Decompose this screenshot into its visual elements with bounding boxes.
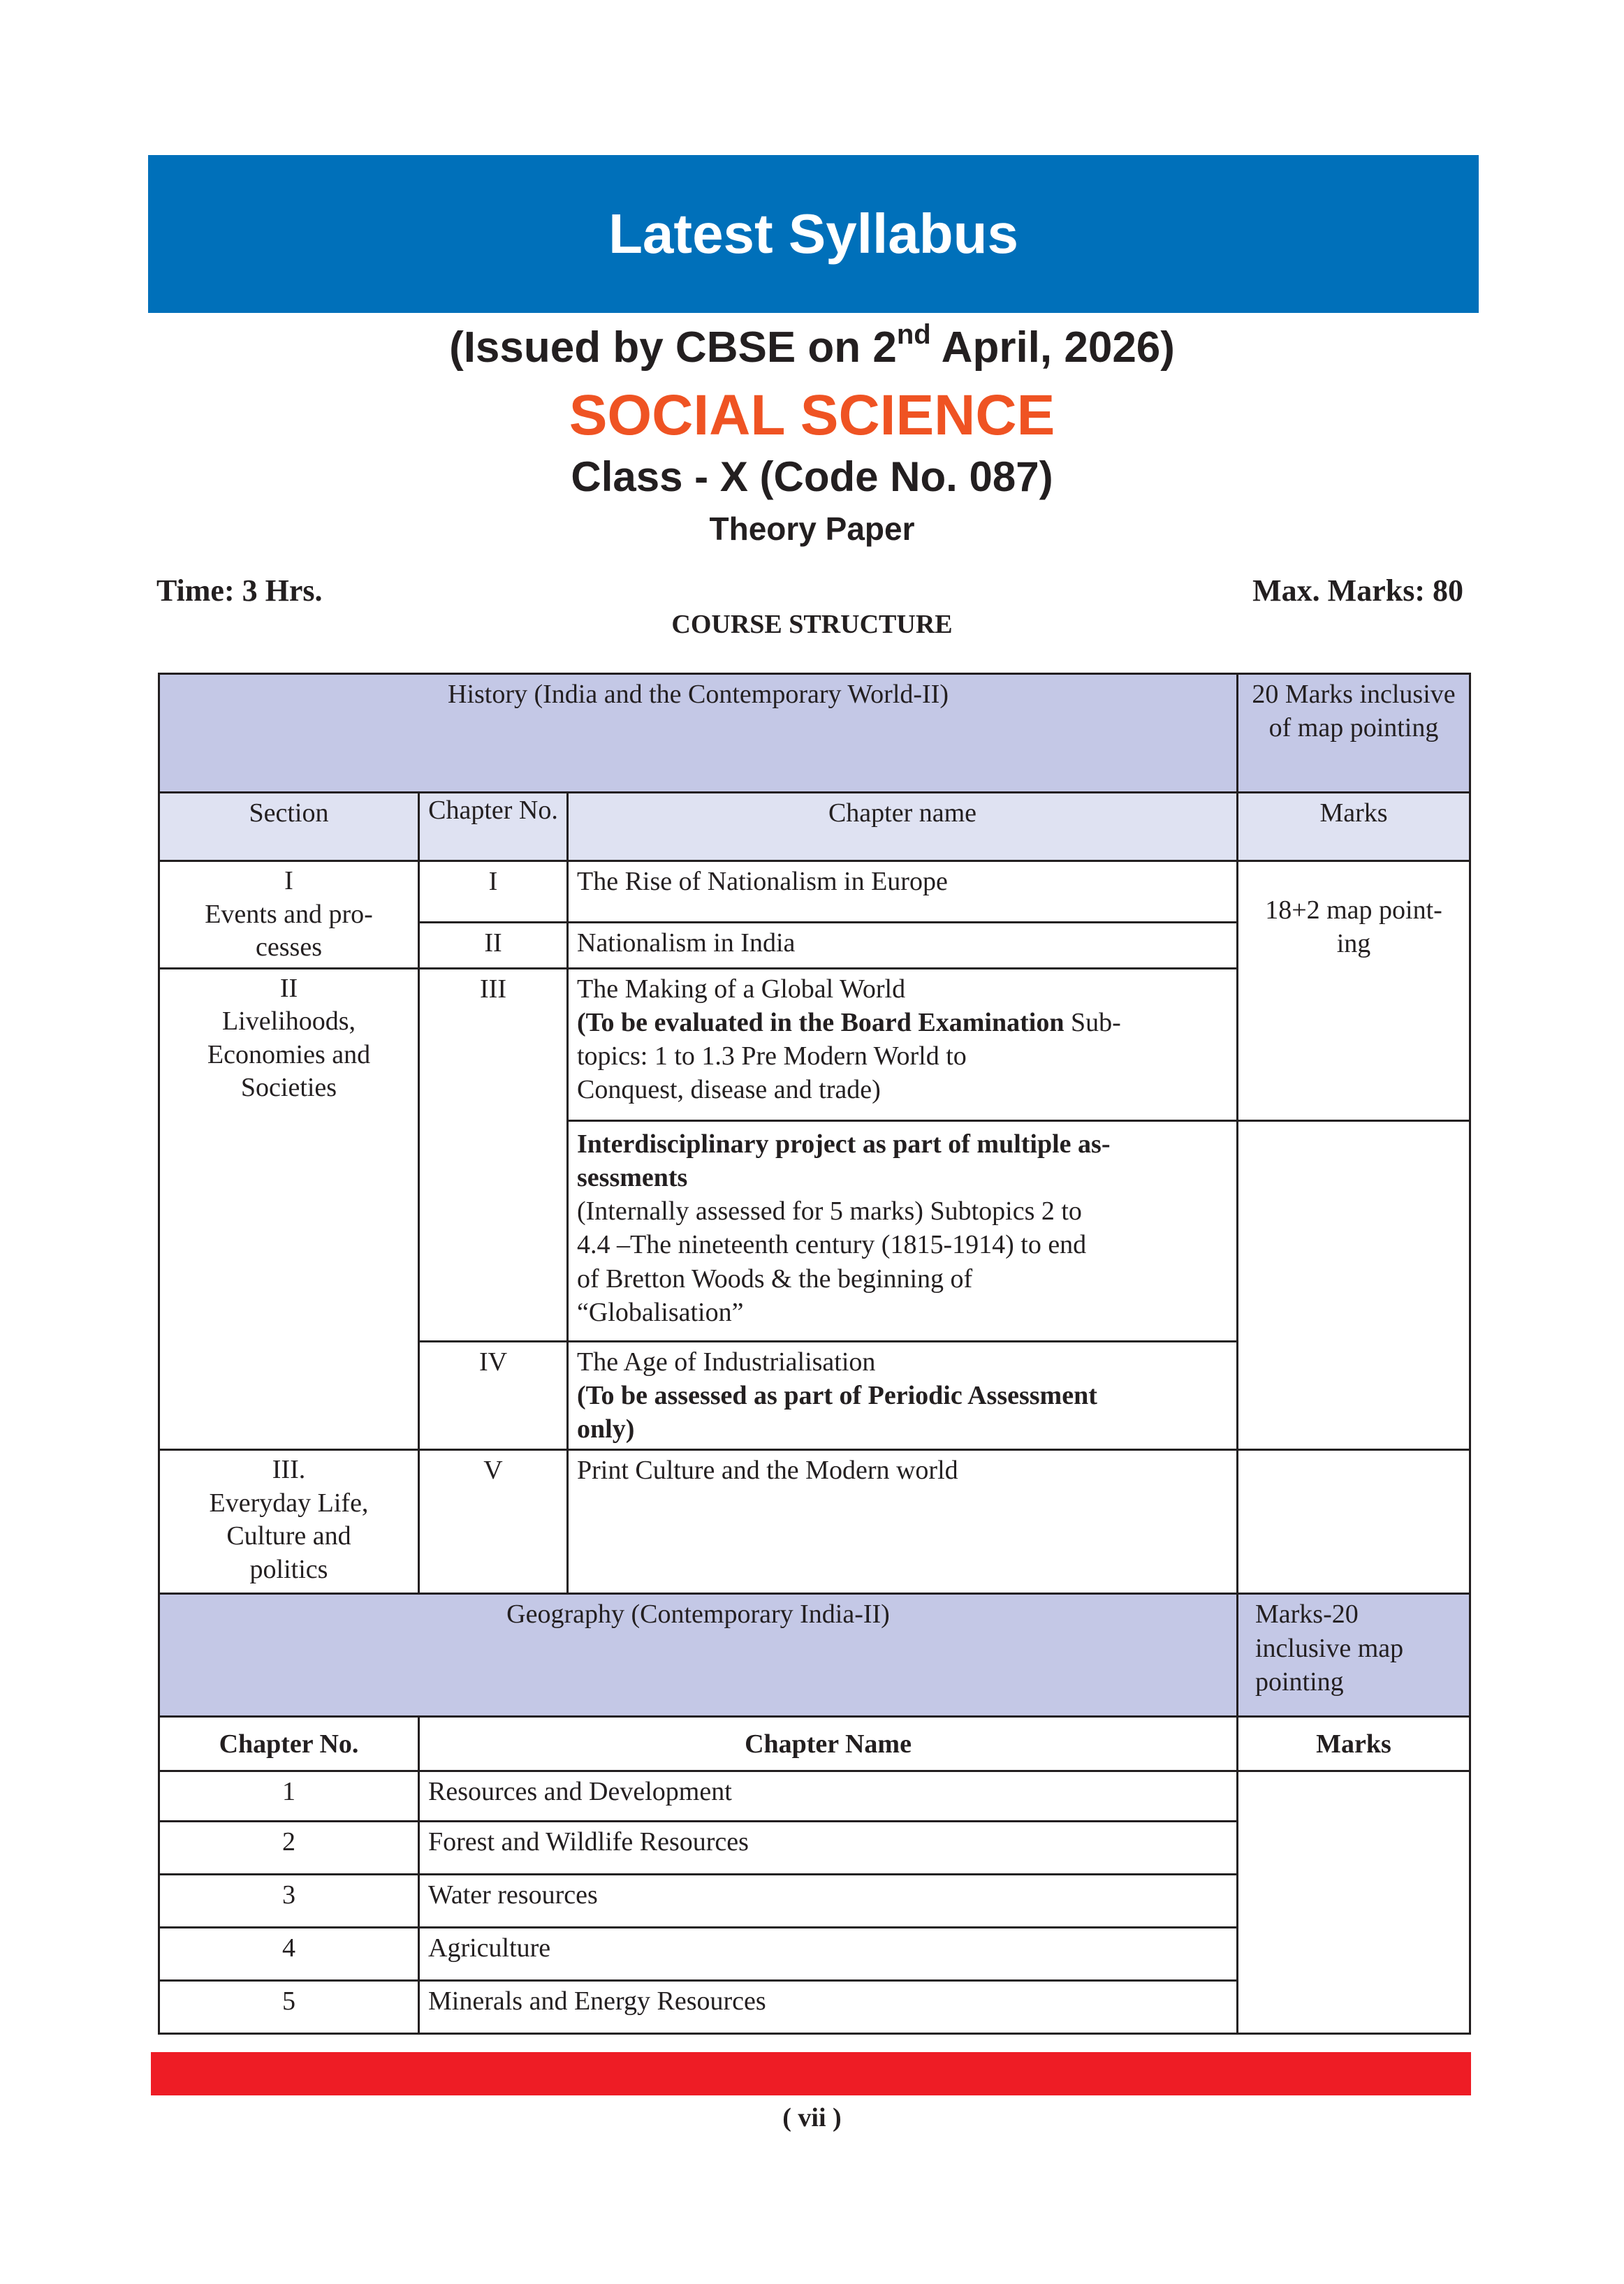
chapter-board-note: (To be evaluated in the Board Examination <box>577 1007 1065 1037</box>
project-note <box>568 1120 1238 1341</box>
footer-red-bar <box>151 2052 1471 2095</box>
history-header-row <box>159 793 1470 861</box>
col-marks: Marks <box>1238 793 1470 861</box>
chapter-name: Water resources <box>419 1875 1238 1928</box>
syllabus-table <box>158 673 1471 2035</box>
project-heading: Interdisciplinary project as part of multiple as- sessments <box>577 1129 1111 1192</box>
chapter-number: 2 <box>159 1822 419 1875</box>
project-details: (Internally assessed for 5 marks) Subtopics 2 to 4.4 –The nineteenth century (1815-1914) to end of Bretton Woods & the beginning of “Globalisation” <box>577 1196 1087 1327</box>
chapter-number: V <box>419 1450 568 1594</box>
marks-empty-cell <box>1238 1120 1470 1450</box>
issued-suffix: April, 2026) <box>930 323 1175 372</box>
chapter-title: The Making of a Global World <box>577 974 906 1004</box>
chapter-name: Print Culture and the Modern world <box>568 1450 1238 1594</box>
time-allowed: Time: 3 Hrs. <box>156 573 323 608</box>
subject-title: SOCIAL SCIENCE <box>569 383 1055 447</box>
col-chapter-name: Chapter Name <box>419 1717 1238 1771</box>
chapter-name: Resources and Development <box>419 1771 1238 1822</box>
section-livelihoods: II Livelihoods, Economies and Societies <box>159 968 419 1450</box>
chapter-name: Minerals and Energy Resources <box>419 1981 1238 2034</box>
paper-type: Theory Paper <box>709 511 915 547</box>
chapter-subtopics: Sub- topics: 1 to 1.3 Pre Modern World to Conquest, disease and trade) <box>577 1007 1121 1105</box>
syllabus-banner <box>148 155 1479 313</box>
issued-prefix: (Issued by CBSE on 2 <box>449 323 897 372</box>
marks-empty-cell <box>1238 1450 1470 1594</box>
history-title: History (India and the Contemporary World-II) <box>159 674 1238 793</box>
class-line: Class - X (Code No. 087) <box>571 453 1053 500</box>
table-row <box>159 861 1470 923</box>
max-marks: Max. Marks: 80 <box>1252 573 1463 608</box>
chapter-name <box>568 1341 1238 1450</box>
history-marks-value: 18+2 map point- ing <box>1238 861 1470 1121</box>
marks-empty-cell <box>1238 1771 1470 2034</box>
chapter-number: 3 <box>159 1875 419 1928</box>
chapter-name: Forest and Wildlife Resources <box>419 1822 1238 1875</box>
table-row <box>159 1771 1470 1822</box>
section-events-and-processes: I Events and pro- cesses <box>159 861 419 969</box>
col-section: Section <box>159 793 419 861</box>
issued-superscript: nd <box>896 319 931 350</box>
chapter-title: The Age of Industrialisation <box>577 1347 876 1377</box>
chapter-number: IV <box>419 1341 568 1450</box>
geography-title: Geography (Contemporary India-II) <box>159 1594 1238 1717</box>
col-marks: Marks <box>1238 1717 1470 1771</box>
col-chapter-no: Chapter No. <box>159 1717 419 1771</box>
geography-marks-note: Marks-20 inclusive map pointing <box>1238 1594 1470 1717</box>
chapter-assessment-note: (To be assessed as part of Periodic Assessment only) <box>577 1380 1097 1444</box>
chapter-name <box>568 968 1238 1120</box>
chapter-number: 5 <box>159 1981 419 2034</box>
geography-band-row <box>159 1594 1470 1717</box>
chapter-number: III <box>419 968 568 1341</box>
history-marks-note: 20 Marks inclusive of map pointing <box>1238 674 1470 793</box>
course-structure-heading: COURSE STRUCTURE <box>671 610 953 639</box>
chapter-number: II <box>419 923 568 968</box>
section-everyday-life: III. Everyday Life, Culture and politics <box>159 1450 419 1594</box>
chapter-number: I <box>419 861 568 923</box>
chapter-name: Nationalism in India <box>568 923 1238 968</box>
geography-header-row <box>159 1717 1470 1771</box>
history-band-row <box>159 674 1470 793</box>
chapter-name: Agriculture <box>419 1928 1238 1981</box>
chapter-number: 4 <box>159 1928 419 1981</box>
chapter-number: 1 <box>159 1771 419 1822</box>
table-row <box>159 1450 1470 1594</box>
chapter-name: The Rise of Nationalism in Europe <box>568 861 1238 923</box>
page-number: ( vii ) <box>782 2103 842 2132</box>
issued-line <box>0 319 1624 372</box>
col-chapter-name: Chapter name <box>568 793 1238 861</box>
banner-title: Latest Syllabus <box>608 203 1018 265</box>
col-chapter-no: Chapter No. <box>419 793 568 861</box>
